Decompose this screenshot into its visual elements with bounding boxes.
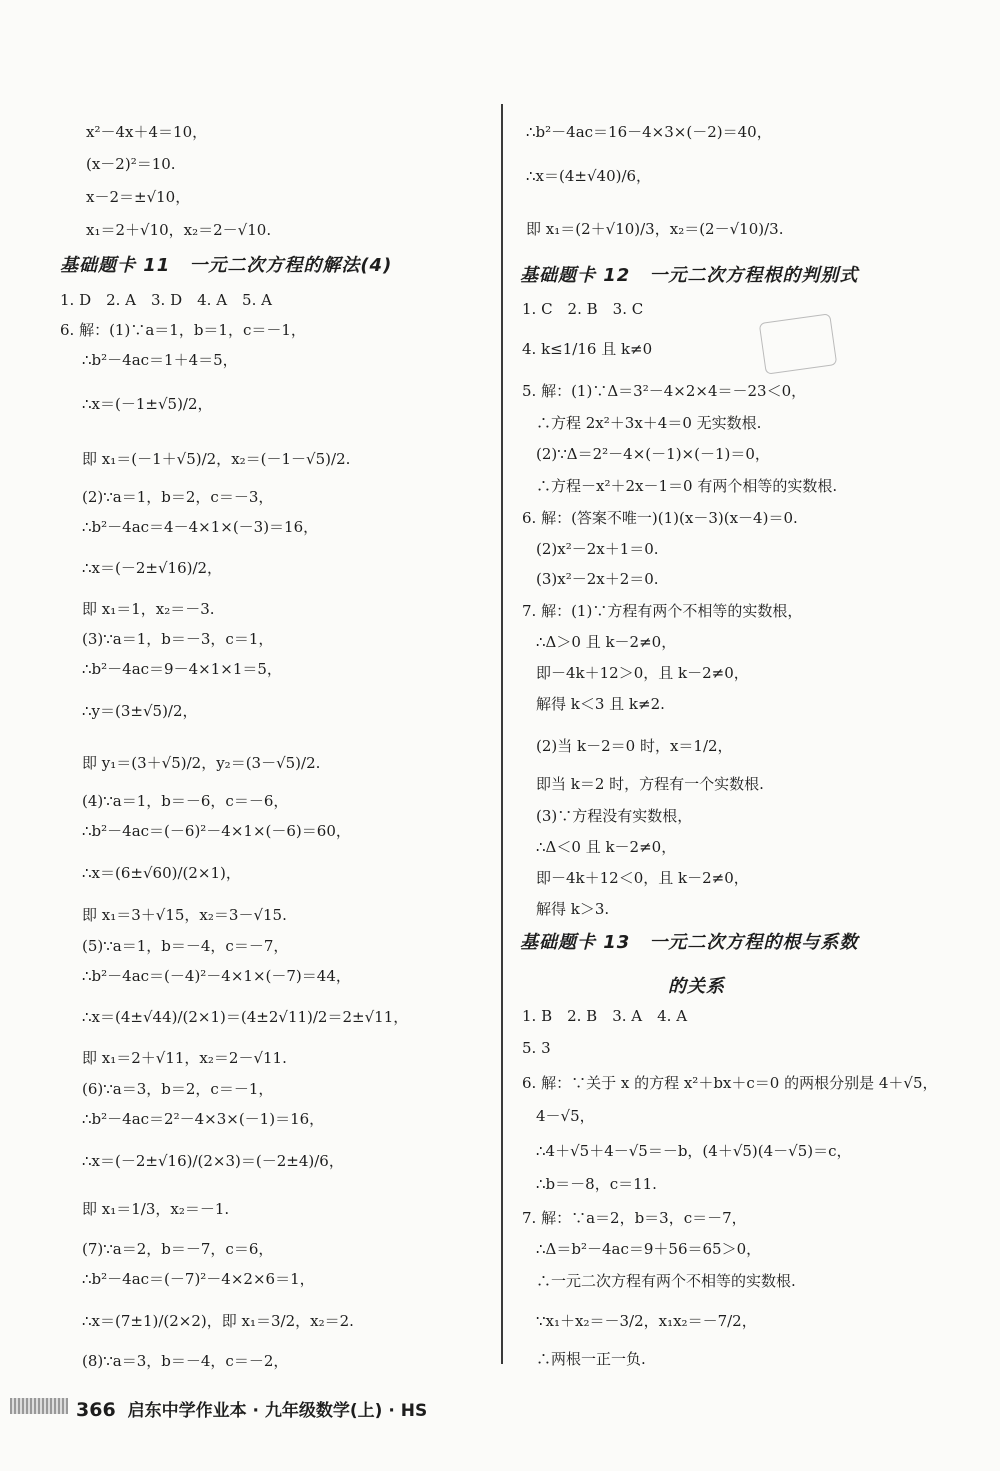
solution-line: ∴b²－4ac＝16－4×3×(－2)＝40， bbox=[526, 123, 772, 141]
question-line: 6. 解：(1)∵a＝1，b＝1，c＝－1， bbox=[60, 321, 306, 339]
question-line: 7. 解：∵a＝2，b＝3，c＝－7， bbox=[522, 1209, 747, 1227]
solution-line: (2)∵a＝1，b＝2，c＝－3， bbox=[82, 488, 274, 506]
solution-line: ∴x＝(－1±√5)/2， bbox=[82, 395, 213, 413]
solution-line: (2)∵Δ＝2²－4×(－1)×(－1)＝0， bbox=[536, 445, 770, 463]
answer-line: 5. 3 bbox=[522, 1039, 551, 1057]
solution-line: 即－4k＋12＜0，且 k－2≠0， bbox=[536, 869, 749, 887]
question-line: 5. 解：(1)∵Δ＝3²－4×2×4＝－23＜0， bbox=[522, 382, 807, 400]
solution-line: ∴b＝－8，c＝11. bbox=[536, 1175, 657, 1193]
solution-line: ∴4＋√5＋4－√5＝－b，(4＋√5)(4－√5)＝c， bbox=[536, 1142, 852, 1160]
solution-line: 即当 k＝2 时，方程有一个实数根. bbox=[536, 775, 764, 793]
solution-line: x²－4x＋4＝10， bbox=[86, 123, 208, 141]
solution-line: 即 x₁＝(－1＋√5)/2，x₂＝(－1－√5)/2. bbox=[82, 450, 351, 468]
section-heading-13-cont: 的关系 bbox=[668, 976, 725, 997]
page-footer bbox=[76, 1396, 427, 1421]
solution-line: ∴方程－x²＋2x－1＝0 有两个相等的实数根. bbox=[536, 477, 838, 495]
solution-line: (x－2)²＝10. bbox=[86, 155, 176, 173]
solution-line: ∴Δ＞0 且 k－2≠0， bbox=[536, 633, 677, 651]
solution-line: ∴x＝(4±√44)/(2×1)＝(4±2√11)/2＝2±√11， bbox=[82, 1008, 409, 1026]
section-heading-13: 基础题卡 13 一元二次方程的根与系数 bbox=[520, 932, 859, 953]
solution-line: (5)∵a＝1，b＝－4，c＝－7， bbox=[82, 937, 289, 955]
stamp-mark bbox=[759, 313, 838, 375]
solution-line: 即 y₁＝(3＋√5)/2，y₂＝(3－√5)/2. bbox=[82, 754, 321, 772]
book-title: 启东中学作业本 · 九年级数学(上) · HS bbox=[127, 1401, 428, 1421]
solution-line: ∴两根一正一负. bbox=[536, 1350, 646, 1368]
section-heading-11: 基础题卡 11 一元二次方程的解法(4) bbox=[60, 255, 393, 276]
page-number: 366 bbox=[76, 1399, 116, 1421]
solution-line: (7)∵a＝2，b＝－7，c＝6， bbox=[82, 1240, 274, 1258]
solution-line: 即－4k＋12＞0，且 k－2≠0， bbox=[536, 664, 749, 682]
solution-line: (3)x²－2x＋2＝0. bbox=[536, 570, 659, 588]
solution-line: ∴b²－4ac＝1＋4＝5， bbox=[82, 351, 238, 369]
solution-line: (4)∵a＝1，b＝－6，c＝－6， bbox=[82, 792, 289, 810]
column-divider bbox=[501, 104, 503, 1364]
solution-line: ∴y＝(3±√5)/2， bbox=[82, 702, 198, 720]
barcode-decoration bbox=[10, 1398, 68, 1414]
solution-line: (3)∵a＝1，b＝－3，c＝1， bbox=[82, 630, 274, 648]
solution-line: ∴x＝(6±√60)/(2×1)， bbox=[82, 864, 241, 882]
solution-line: ∴x＝(4±√40)/6， bbox=[526, 167, 652, 185]
solution-line: 4－√5， bbox=[536, 1107, 595, 1125]
solution-line: ∴Δ＜0 且 k－2≠0， bbox=[536, 838, 677, 856]
solution-line: (3)∵方程没有实数根， bbox=[536, 807, 693, 825]
question-line: 6. 解：∵关于 x 的方程 x²＋bx＋c＝0 的两根分别是 4＋√5， bbox=[522, 1074, 938, 1092]
answer-line: 1. D 2. A 3. D 4. A 5. A bbox=[60, 291, 272, 309]
question-line: 6. 解：(答案不唯一)(1)(x－3)(x－4)＝0. bbox=[522, 509, 798, 527]
solution-line: ∴b²－4ac＝(－6)²－4×1×(－6)＝60， bbox=[82, 822, 351, 840]
solution-line: ∴方程 2x²＋3x＋4＝0 无实数根. bbox=[536, 414, 762, 432]
solution-line: ∴x＝(－2±√16)/2， bbox=[82, 559, 223, 577]
solution-line: ∵x₁＋x₂＝－3/2，x₁x₂＝－7/2， bbox=[536, 1312, 757, 1330]
solution-line: ∴x＝(－2±√16)/(2×3)＝(－2±4)/6， bbox=[82, 1152, 344, 1170]
solution-line: (2)当 k－2＝0 时，x＝1/2， bbox=[536, 737, 733, 755]
solution-line: 解得 k＜3 且 k≠2. bbox=[536, 695, 665, 713]
solution-line: (8)∵a＝3，b＝－4，c＝－2， bbox=[82, 1352, 289, 1370]
solution-line: ∴x＝(7±1)/(2×2)，即 x₁＝3/2，x₂＝2. bbox=[82, 1312, 354, 1330]
solution-line: ∴b²－4ac＝(－4)²－4×1×(－7)＝44， bbox=[82, 967, 351, 985]
answer-line: 1. C 2. B 3. C bbox=[522, 300, 644, 318]
solution-line: 解得 k＞3. bbox=[536, 900, 610, 918]
answer-line: 4. k≤1/16 且 k≠0 bbox=[522, 340, 653, 358]
question-line: 7. 解：(1)∵方程有两个不相等的实数根， bbox=[522, 602, 803, 620]
solution-line: 即 x₁＝1/3，x₂＝－1. bbox=[82, 1200, 230, 1218]
solution-line: ∴b²－4ac＝2²－4×3×(－1)＝16， bbox=[82, 1110, 325, 1128]
solution-line: 即 x₁＝(2＋√10)/3，x₂＝(2－√10)/3. bbox=[526, 220, 784, 238]
solution-line: (2)x²－2x＋1＝0. bbox=[536, 540, 659, 558]
solution-line: ∴Δ＝b²－4ac＝9＋56＝65＞0， bbox=[536, 1240, 762, 1258]
solution-line: 即 x₁＝2＋√11，x₂＝2－√11. bbox=[82, 1049, 287, 1067]
solution-line: 即 x₁＝1，x₂＝－3. bbox=[82, 600, 215, 618]
section-heading-12: 基础题卡 12 一元二次方程根的判别式 bbox=[520, 265, 859, 286]
solution-line: (6)∵a＝3，b＝2，c＝－1， bbox=[82, 1080, 274, 1098]
answer-line: 1. B 2. B 3. A 4. A bbox=[522, 1007, 688, 1025]
solution-line: ∴一元二次方程有两个不相等的实数根. bbox=[536, 1272, 796, 1290]
solution-line: ∴b²－4ac＝9－4×1×1＝5， bbox=[82, 660, 282, 678]
solution-line: ∴b²－4ac＝4－4×1×(－3)＝16， bbox=[82, 518, 319, 536]
solution-line: ∴b²－4ac＝(－7)²－4×2×6＝1， bbox=[82, 1270, 315, 1288]
solution-line: 即 x₁＝3＋√15，x₂＝3－√15. bbox=[82, 906, 287, 924]
solution-line: x₁＝2＋√10，x₂＝2－√10. bbox=[86, 221, 272, 239]
solution-line: x－2＝±√10， bbox=[86, 188, 191, 206]
